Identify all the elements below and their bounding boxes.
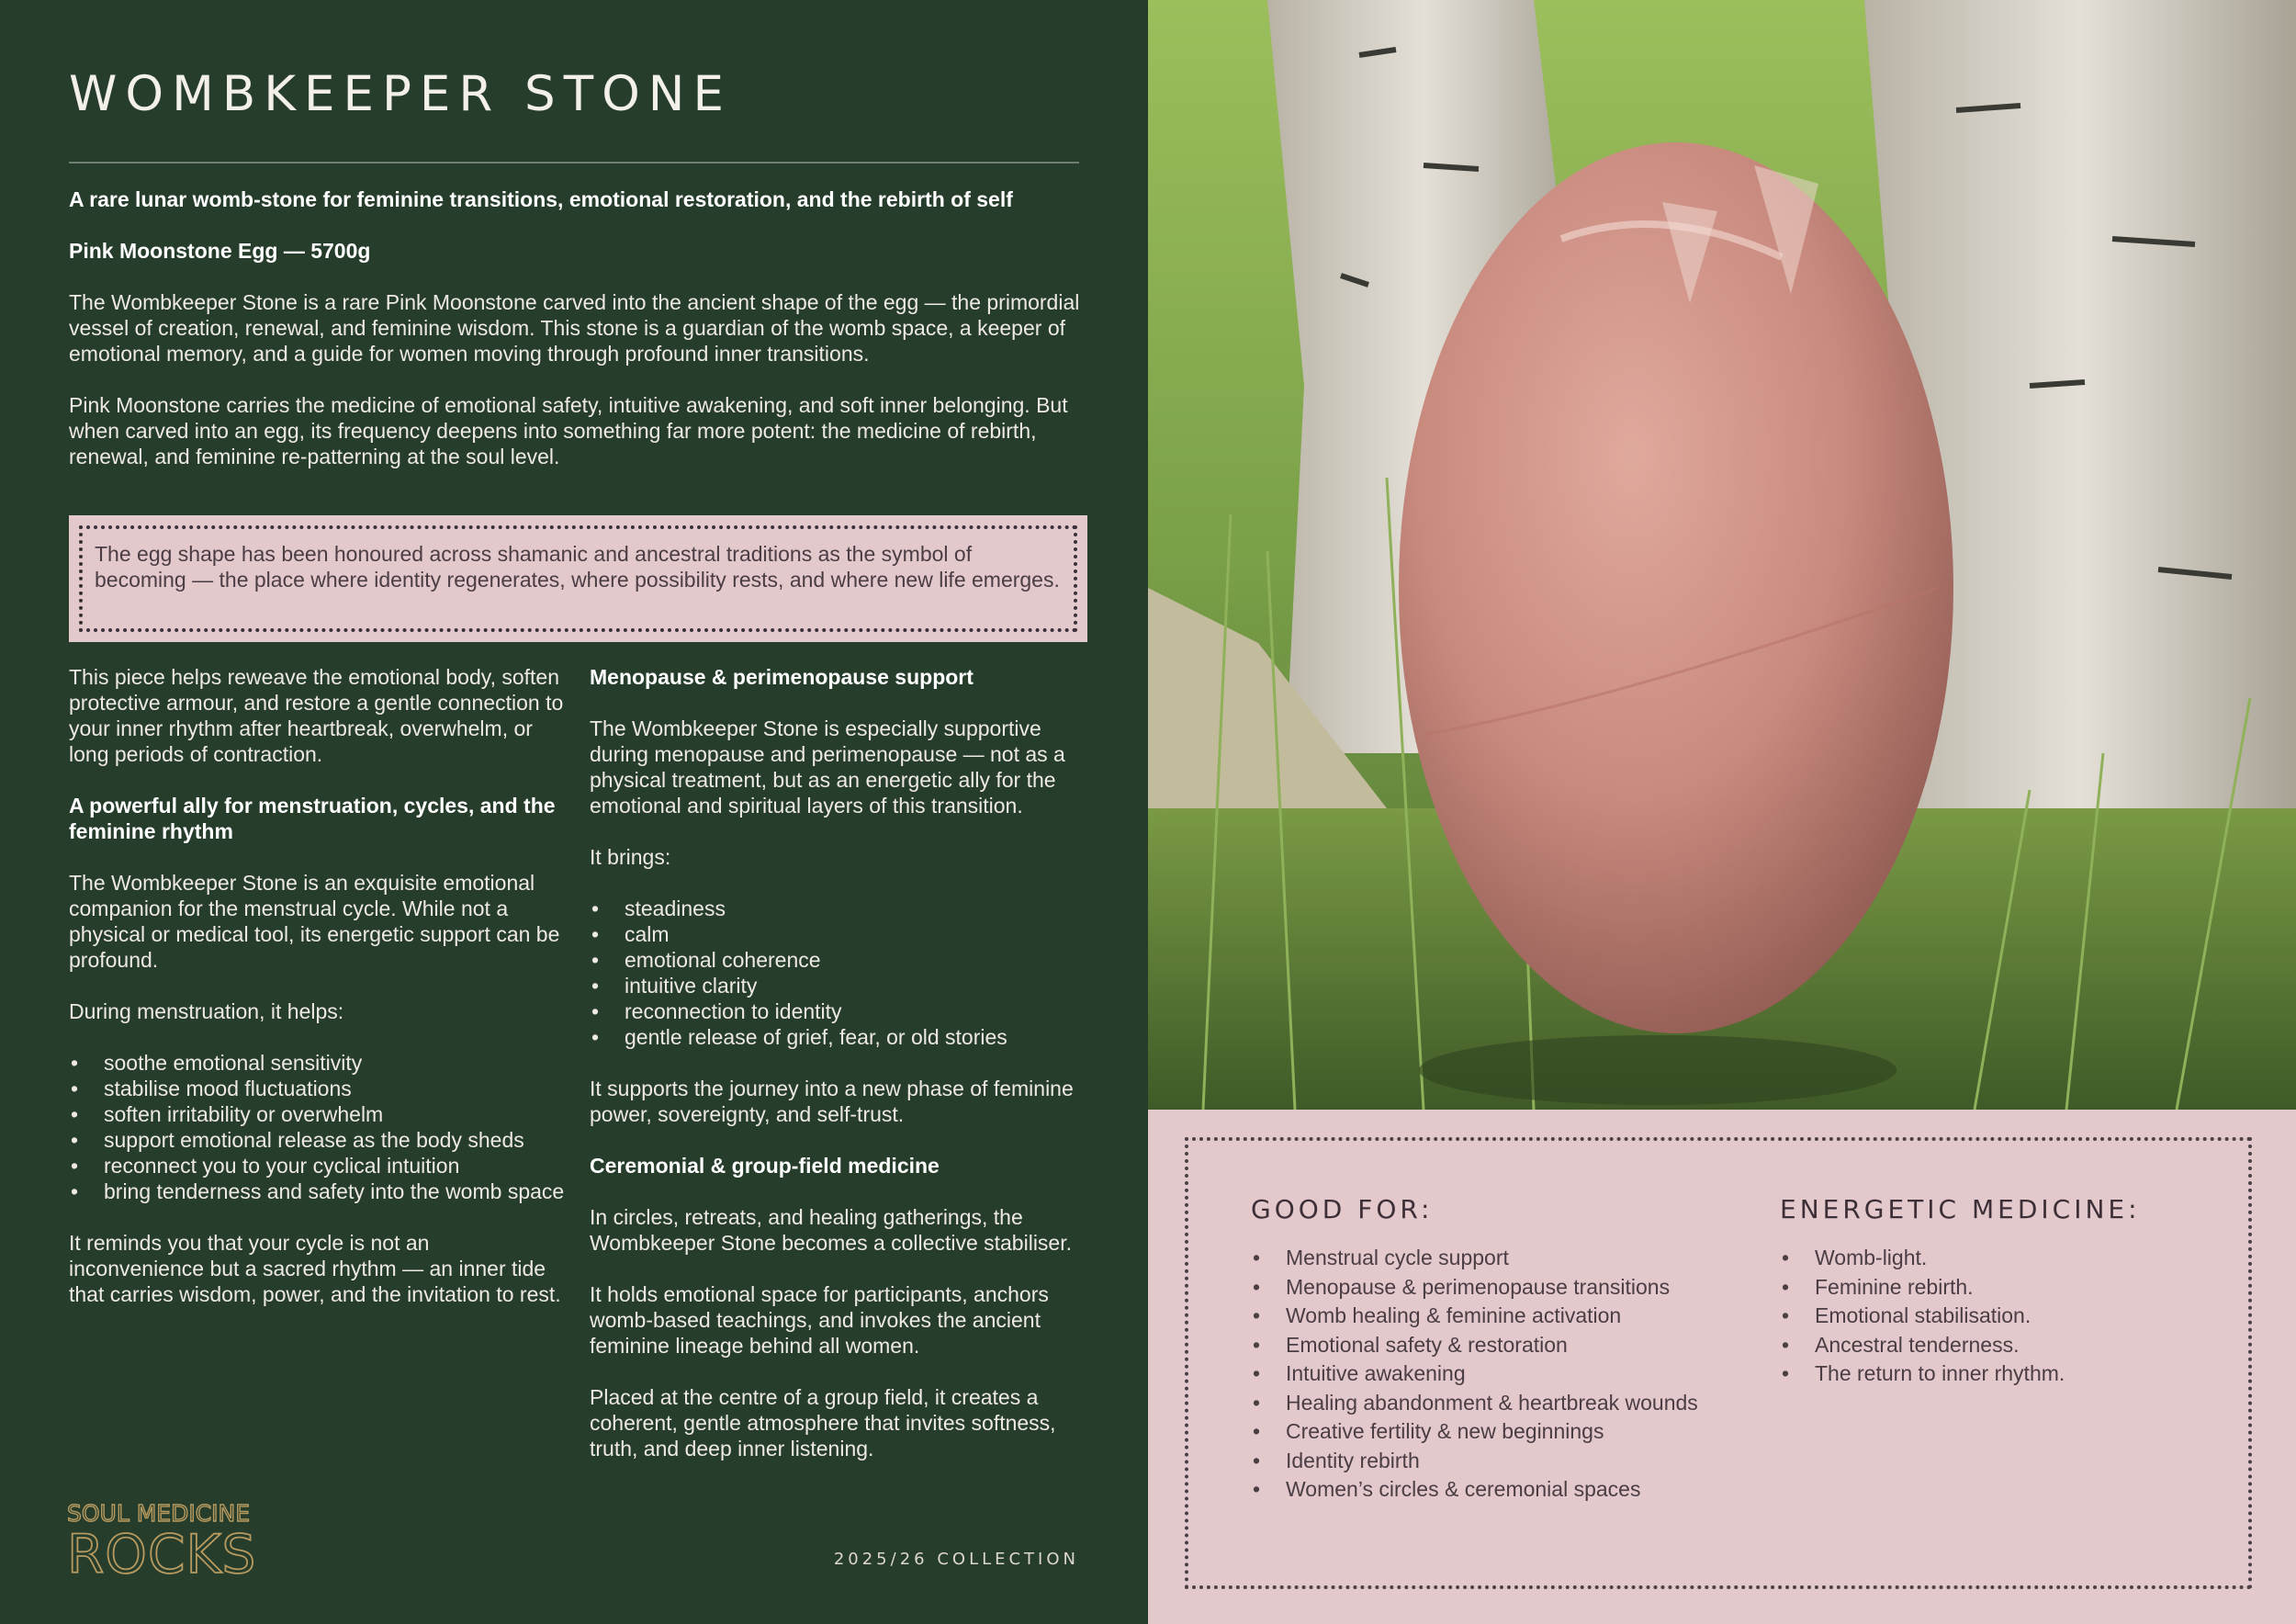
paragraph: The Wombkeeper Stone is especially supportive during menopause and perimenopause — not as a physical treatment, but as an energetic ally for the emotional and spiritual layers of this transition.	[590, 716, 1065, 818]
list-item: • Creative fertility & new beginnings	[1251, 1417, 1728, 1447]
title-divider	[69, 162, 1079, 164]
brand-logo	[67, 1499, 260, 1580]
list-item: • Feminine rebirth.	[1780, 1273, 2184, 1303]
section-heading: Ceremonial & group-field medicine	[590, 1154, 940, 1178]
paragraph: It brings:	[590, 845, 671, 869]
list-item: • support emotional release as the body sheds	[69, 1127, 569, 1153]
list-item: • The return to inner rhythm.	[1780, 1359, 2184, 1389]
list-item: • Intuitive awakening	[1251, 1359, 1728, 1389]
benefits-box	[1148, 1110, 2296, 1624]
list-item: • bring tenderness and safety into the womb space	[69, 1179, 569, 1204]
quote-text: The egg shape has been honoured across shamanic and ancestral traditions as the symbol of becoming — the place where identity regenerates, where possibility rests, and where new life emerges.	[95, 542, 1060, 592]
section-heading: A powerful ally for menstruation, cycles, and the feminine rhythm	[69, 794, 556, 843]
list-item: • Womb-light.	[1780, 1244, 2184, 1273]
intro-paragraph: Pink Moonstone carries the medicine of emotional safety, intuitive awakening, and soft inner belonging. But when carved into an egg, its frequency deepens into something far more potent: the medicine of rebirth, renewal, and feminine re-patterning at the soul level.	[69, 393, 1068, 468]
list-item: • Ancestral tenderness.	[1780, 1331, 2184, 1360]
intro-section	[69, 186, 1088, 495]
list-item: • calm	[590, 921, 1095, 947]
list-item: • Womb healing & feminine activation	[1251, 1302, 1728, 1331]
menstruation-list	[69, 1050, 569, 1204]
quote-box	[69, 515, 1087, 642]
list-item: • Menstrual cycle support	[1251, 1244, 1728, 1273]
intro-paragraph: The Wombkeeper Stone is a rare Pink Moonstone carved into the ancient shape of the egg — the primordial vessel of creation, renewal, and feminine wisdom. This stone is a guardian of the womb space, a keeper of emotional memory, and a guide for women moving through profound inner transitions.	[69, 290, 1080, 366]
collection-label: 2025/26 COLLECTION	[833, 1550, 1079, 1569]
svg-text:SOUL MEDICINE: SOUL MEDICINE	[67, 1500, 251, 1527]
paragraph: The Wombkeeper Stone is an exquisite emotional companion for the menstrual cycle. While not a physical or medical tool, its energetic support can be profound.	[69, 871, 560, 972]
paragraph: During menstruation, it helps:	[69, 999, 344, 1023]
list-item: • Emotional stabilisation.	[1780, 1302, 2184, 1331]
paragraph: In circles, retreats, and healing gatherings, the Wombkeeper Stone becomes a collective stabiliser.	[590, 1205, 1073, 1255]
list-item: • steadiness	[590, 896, 1095, 921]
moonstone-egg-photo	[1148, 0, 2296, 1110]
paragraph: Placed at the centre of a group field, it creates a coherent, gentle atmosphere that invites softness, truth, and deep inner listening.	[590, 1385, 1056, 1460]
list-item: • Emotional safety & restoration	[1251, 1331, 1728, 1360]
good-for-list	[1251, 1244, 1728, 1505]
list-item: • Healing abandonment & heartbreak wounds	[1251, 1389, 1728, 1418]
section-heading: Menopause & perimenopause support	[590, 665, 974, 689]
list-item: • Identity rebirth	[1251, 1447, 1728, 1476]
list-item: • Menopause & perimenopause transitions	[1251, 1273, 1728, 1303]
paragraph: This piece helps reweave the emotional body, soften protective armour, and restore a gentle connection to your inner rhythm after heartbreak, overwhelm, or long periods of contraction.	[69, 665, 564, 766]
list-item: • intuitive clarity	[590, 973, 1095, 998]
paragraph: It supports the journey into a new phase of feminine power, sovereignty, and self-trust.	[590, 1077, 1074, 1126]
list-item: • soften irritability or overwhelm	[69, 1101, 569, 1127]
list-item: • stabilise mood fluctuations	[69, 1076, 569, 1101]
left-column	[69, 664, 569, 1333]
list-item: • Women’s circles & ceremonial spaces	[1251, 1475, 1728, 1505]
list-item: • reconnect you to your cyclical intuition	[69, 1153, 569, 1179]
egg-illustration	[1148, 0, 2296, 1110]
energetic-medicine-heading: ENERGETIC MEDICINE:	[1780, 1194, 2141, 1224]
paragraph: It reminds you that your cycle is not an inconvenience but a sacred rhythm — an inner tide that carries wisdom, power, and the invitation to rest.	[69, 1231, 561, 1306]
right-column	[590, 664, 1095, 1487]
list-item: • reconnection to identity	[590, 998, 1095, 1024]
product-name: Pink Moonstone Egg — 5700g	[69, 239, 371, 263]
subtitle: A rare lunar womb-stone for feminine transitions, emotional restoration, and the rebirth of self	[69, 187, 1013, 211]
paragraph: It holds emotional space for participants, anchors womb-based teachings, and invokes the ancient feminine lineage behind all women.	[590, 1282, 1049, 1358]
page-title: WOMBKEEPER STONE	[69, 66, 732, 122]
menopause-list	[590, 896, 1095, 1050]
list-item: • soothe emotional sensitivity	[69, 1050, 569, 1076]
list-item: • gentle release of grief, fear, or old stories	[590, 1024, 1095, 1050]
svg-text:ROCKS: ROCKS	[67, 1523, 257, 1580]
list-item: • emotional coherence	[590, 947, 1095, 973]
energetic-medicine-list	[1780, 1244, 2184, 1389]
good-for-heading: GOOD FOR:	[1251, 1194, 1434, 1224]
